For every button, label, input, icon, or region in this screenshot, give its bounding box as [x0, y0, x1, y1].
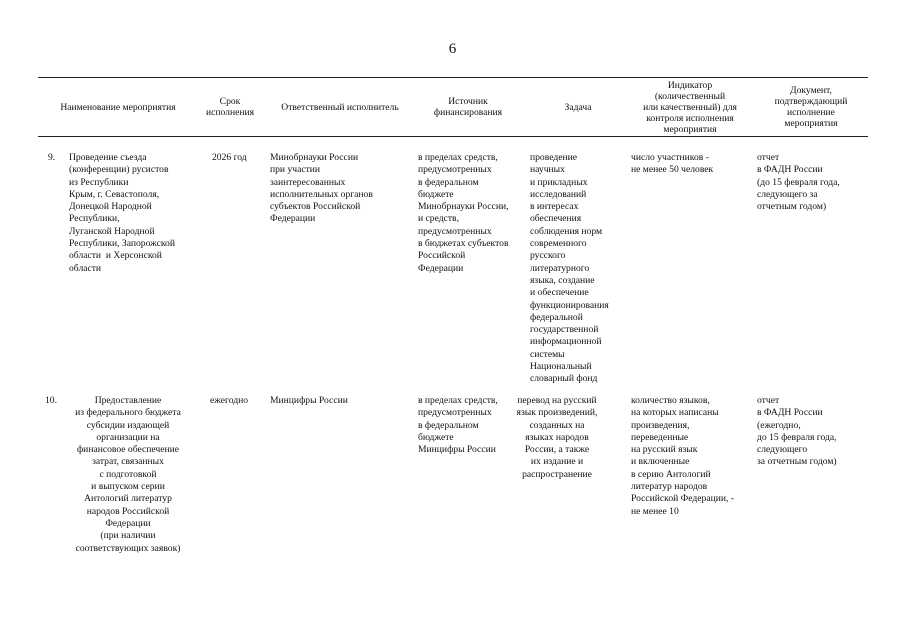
row-number: 10. — [45, 395, 57, 406]
row-source: в пределах средств, предусмотренных в федеральном бюджете Минцифры России — [418, 395, 498, 456]
header-source: Источник финансирования — [433, 96, 503, 118]
row-executor: Минобрнауки России при участии заинтересованных исполнительных органов субъектов Российской Федерации — [270, 152, 373, 225]
row-name: Предоставление из федерального бюджета субсидии издающей организации на финансовое обеспечение затрат, связанных с подготовкой и выпуском серии Антологий литератур народов Российской Федерации (при наличии соответствующих заявок) — [75, 395, 181, 554]
page-number: 6 — [448, 41, 457, 57]
row-indicator: количество языков, на которых написаны произведения, переведенные на русский язык и включенные в серию Антологий литератур народов Российской Федерации, - не менее 10 — [631, 395, 734, 517]
row-term: 2026 год — [212, 152, 247, 163]
row-document: отчет в ФАДН России (до 15 февраля года, следующего за отчетным годом) — [757, 152, 840, 213]
table-header — [38, 77, 868, 137]
header-executor: Ответственный исполнитель — [281, 101, 399, 113]
header-document: Документ, подтверждающий исполнение мероприятия — [774, 85, 848, 129]
row-indicator: число участников - не менее 50 человек — [631, 152, 714, 176]
row-executor: Минцифры России — [270, 395, 348, 406]
row-task: проведение научных и прикладных исследований в интересах обеспечения соблюдения норм современного русского литературного языка, создание и обеспечение функционирования федеральной государственной информационной системы Национальный словарный фонд — [530, 152, 609, 385]
header-name: Наименование мероприятия — [60, 101, 176, 113]
row-document: отчет в ФАДН России (ежегодно, до 15 февраля года, следующего за отчетным годом) — [757, 395, 837, 468]
header-indicator: Индикатор (количественный или качественный) для контроля исполнения мероприятия — [643, 79, 737, 135]
row-source: в пределах средств, предусмотренных в федеральном бюджете Минобрнауки России, и средств, предусмотренных в бюджетах субъектов Российской Федерации — [418, 152, 509, 274]
row-term: ежегодно — [210, 395, 249, 406]
row-number: 9. — [48, 152, 56, 163]
header-term: Срок исполнения — [205, 96, 255, 118]
header-task: Задача — [564, 101, 592, 113]
row-task: перевод на русский язык произведений, созданных на языках народов России, а также их издание и распространение — [516, 395, 598, 480]
row-name: Проведение съезда (конференции) русистов из Республики Крым, г. Севастополя, Донецкой Народной Республики, Луганской Народной Республики, Запорожской области и Херсонской области — [69, 152, 175, 274]
